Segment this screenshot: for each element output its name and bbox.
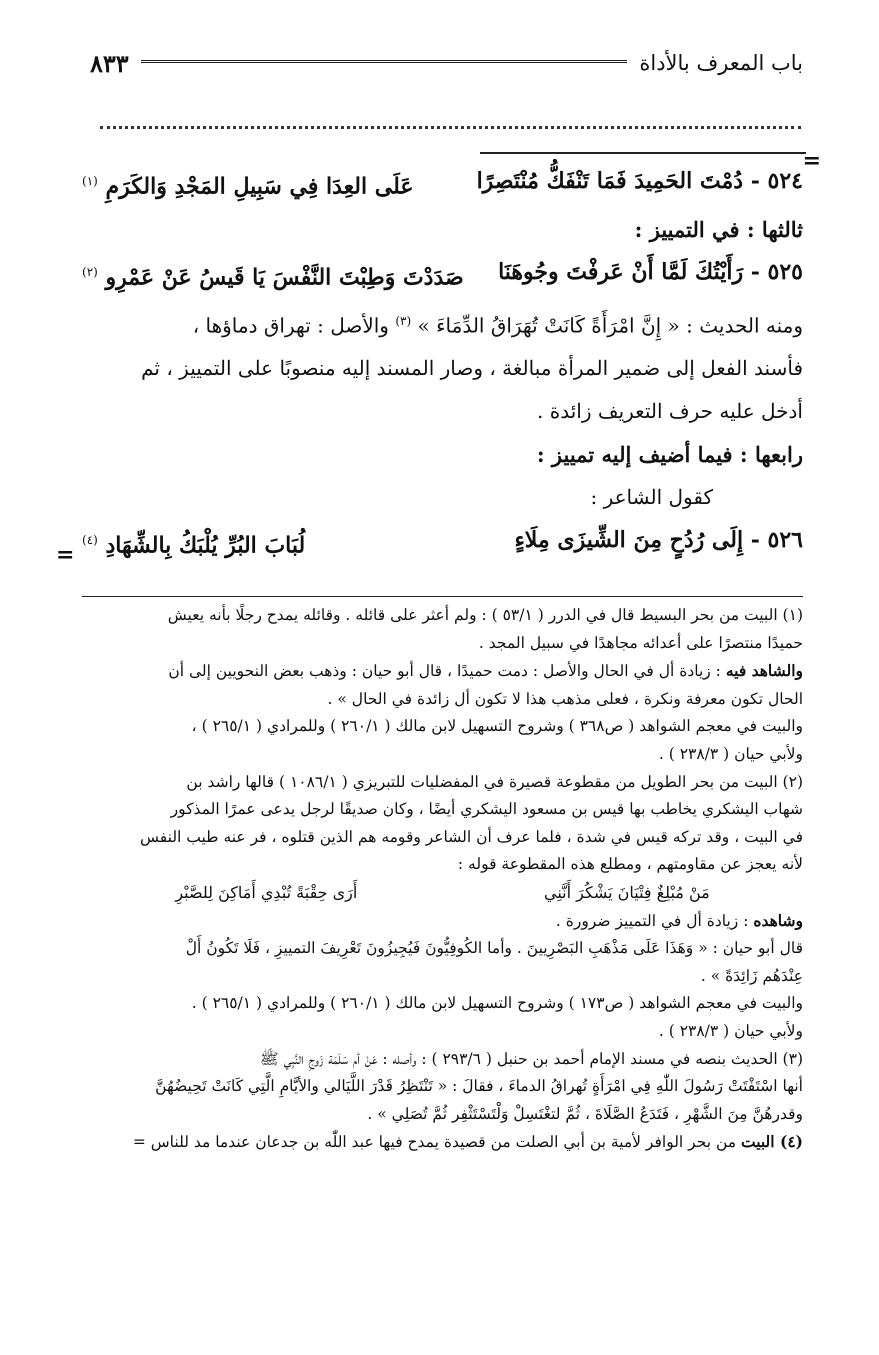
footnote-ref: (٤) xyxy=(82,533,98,548)
verse-second-hemistich: صَدَدْتَ وَطِبْتَ النَّفْسَ يَا قَيسُ عَنْ عَمْرِو xyxy=(105,264,464,291)
footnote-line: أنها اسْتَفْتَتْ رَسُولَ اللّٰهِ فِي امْرَأَةٍ تُهراقُ الدماءَ ، فقالَ : « تَنْتَظِرُ قَدْرَ اللَّيَالي والأيَّامِ الَّتِي كَانَتْ تَحِيضُهُنَّ xyxy=(155,1077,803,1096)
footnote-line: شهاب اليشكري يخاطب بها قيس بن مسعود اليشكري أيضًا ، وكان صديقًا لرجل يدعى عمرًا المذكور xyxy=(170,800,803,819)
continuation-rule xyxy=(480,152,806,154)
footnote-line: والبيت في معجم الشواهد ( ص٣٦٨ ) وشروح التسهيل لابن مالك ( ٢٦٠/١ ) وللمرادي ( ٢٦٥/١ ) ، xyxy=(191,717,803,736)
verse-526 xyxy=(82,519,803,567)
verse-second-hemistich: لُبَابَ البُرِّ يُلْبَكُ بِالشِّهَادِ xyxy=(105,532,306,559)
footnote-ref: (٢) xyxy=(82,265,98,280)
footnote-line: : زيادة أل في التمييز ضرورة . xyxy=(555,911,754,930)
hadith-text: ومنه الحديث : « إِنَّ امْرَأَةً كَانَتْ تُهَرَاقُ الدِّمَاءَ » xyxy=(417,313,803,338)
verse-first-hemistich: رَأَيْتُكَ لَمَّا أَنْ عَرفْتَ وجُوهَنَا xyxy=(498,259,744,286)
footnote-label: وشاهده xyxy=(753,910,803,930)
footnote-ref: (٣) xyxy=(395,313,412,328)
running-header xyxy=(90,48,803,78)
footnote-line: حميدًا منتصرًا على أعدائه مجاهدًا في سبيل المجد . xyxy=(478,633,803,652)
main-text xyxy=(82,160,803,568)
footnote-label: (٤) البيت xyxy=(740,1132,803,1152)
footnote-ref: (١) xyxy=(82,174,98,188)
footnote-line: لأنه يعجز عن مقاومتهم ، ومطلع هذه المقطوعة قوله : xyxy=(457,855,803,874)
verse-first-hemistich: دُمْتَ الحَمِيدَ فَمَا تَنْفَكُّ مُنْتَصِرًا xyxy=(476,168,744,194)
verse-number: ٥٢٥ - xyxy=(750,259,803,286)
footnote-line: الحال تكون معرفة ونكرة ، فعلى مذهب هذا لا تكون أل زائدة في الحال » . xyxy=(327,689,803,708)
running-title: باب المعرف بالأداة xyxy=(639,51,803,75)
verse-525 xyxy=(82,251,803,299)
page-number: ٨٣٣ xyxy=(90,48,129,78)
footnote-line: (٣) الحديث بنصه في مسند الإمام أحمد بن حنبل ( ٢٩٣/٦ ) : وأصله : عَنْ أم سَلَمَة زَوجِ النَّبِي ﷺ xyxy=(259,1049,803,1068)
section-heading: ثالثها : في التمييز : xyxy=(634,217,803,243)
verse-first-hemistich: إِلَى رُدُحٍ مِنَ الشِّيزَى مِلَاءٍ xyxy=(514,527,744,554)
hadith-paragraph xyxy=(82,300,803,434)
continuation-mark: = xyxy=(802,148,821,174)
dotted-separator xyxy=(100,126,801,129)
footnote-rule xyxy=(82,596,803,597)
footnote-line: والبيت في معجم الشواهد ( ص١٧٣ ) وشروح التسهيل لابن مالك ( ٢٦٠/١ ) وللمرادي ( ٢٦٥/١ ) . xyxy=(191,994,803,1013)
continuation-mark: = xyxy=(56,542,75,568)
footnote-line: في البيت ، وقد تركه قيس في شدة ، فلما عرف أن الشاعر وقومه هم الذين قتلوه ، فر عنه طيب النفس xyxy=(140,827,803,846)
verse-number: ٥٢٤ - xyxy=(750,168,803,194)
paragraph-line: أدخل عليه حرف التعريف زائدة . xyxy=(537,399,803,424)
footnote-verse xyxy=(82,879,803,907)
verse-524 xyxy=(82,160,803,208)
footnote-line: ولأبي حيان ( ٢٣٨/٣ ) . xyxy=(658,1021,803,1040)
verse-second-hemistich: أَرَى حِقْبَةً تُبْدِي أَمَاكِنَ لِلصَّبْرِ xyxy=(175,882,358,902)
paragraph-line: فأسند الفعل إلى ضمير المرأة مبالغة ، وصار المسند إليه منصوبًا على التمييز ، ثم xyxy=(141,356,803,381)
verse-second-hemistich: عَلَى العِدَا فِي سَبِيلِ المَجْدِ وَالكَرَمِ xyxy=(105,173,414,200)
footnote-line: (٢) البيت من بحر الطويل من مقطوعة قصيرة في المفضليات للتبريزي ( ١٠٨٦/١ ) قالها راشد بن xyxy=(186,772,803,791)
footnote-line: : زيادة أل في الحال والأصل : دمت حميدًا ، قال أبو حيان : وذهب بعض النحويين إلى أن xyxy=(168,662,726,681)
hadith-text: والأصل : تهراق دماؤها ، xyxy=(192,313,389,338)
footnote-label: والشاهد فيه xyxy=(725,661,803,681)
verse-number: ٥٢٦ - xyxy=(750,527,803,554)
footnote-line: وقدرهُنَّ مِنَ الشَّهْرِ ، فَتَدَعُ الصَّلَاةَ ، ثُمَّ لتغْتَسِلْ وَلْتَسْتَثْفِر ثُمَّ تُصَلِي » . xyxy=(367,1104,803,1123)
footnotes xyxy=(82,602,803,1157)
footnote-line: من بحر الوافر لأمية بن أبي الصلت من قصيدة يمدح فيها عبد اللّٰه بن جدعان عندما مد للناس = xyxy=(132,1133,741,1152)
section-heading: رابعها : فيما أضيف إليه تمييز : xyxy=(536,442,803,468)
footnote-line: قال أبو حيان : « وَهَذَا عَلَى مَذْهَبِ البَصْرِيينَ . وأما الكُوفِيُّونَ فَيُجِيزُونَ تَعْرِيفَ التمييزِ ، فَلَا تَكُونُ أَلْ xyxy=(185,939,803,958)
footnote-line: ولأبي حيان ( ٢٣٨/٣ ) . xyxy=(658,744,803,763)
footnote-line: (١) البيت من بحر البسيط قال في الدرر ( ٥٣/١ ) : ولم أعثر على قائله . وقائله يمدح رجلًا بأنه يعيش xyxy=(167,606,803,624)
verse-first-hemistich: مَنْ مُبْلِغٌ فِتْيَانَ يَشْكُرَ أَنَّنِي xyxy=(544,882,710,902)
footnote-line: عِنْدَهُم زَائِدَةً » . xyxy=(700,966,803,985)
poet-intro: كقول الشاعر : xyxy=(590,485,713,510)
header-rule xyxy=(141,60,628,66)
